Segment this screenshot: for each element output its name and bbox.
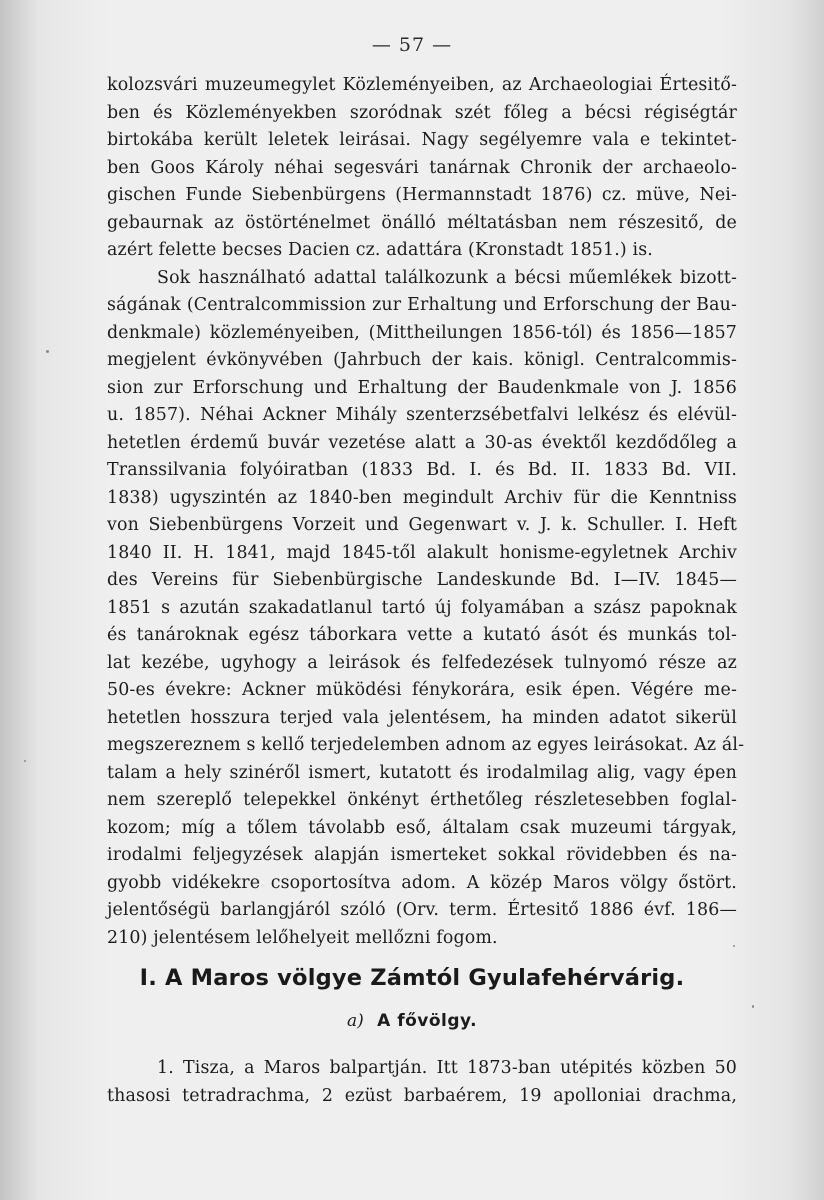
text-line: irodalmi feljegyzések alapján ismerteket sokkal rövidebben és na-	[107, 845, 737, 865]
text-line: des Vereins für Siebenbürgische Landeskunde Bd. I—IV. 1845—	[107, 570, 737, 590]
text-line: 1851 s azután szakadatlanul tartó új folyamában a szász papoknak	[107, 597, 737, 618]
entry-paragraph	[107, 1055, 737, 1110]
text-line: ben és Közleményekben szoródnak szét főleg a bécsi régiségtár	[107, 102, 737, 123]
text-line: gyobb vidékekre csoportosítva adom. A közép Maros völgy őstört.	[107, 872, 737, 893]
scan-speck	[733, 945, 735, 947]
text-line: 50-es évekre: Ackner müködési fénykorára, esik épen. Végére me-	[107, 680, 737, 700]
scan-speck	[752, 1005, 754, 1008]
text-line: és tanároknak egész táborkara vette a kutató ásót és munkás tol-	[107, 625, 737, 645]
subsection-title: A fővölgy.	[377, 1011, 478, 1031]
page-number: — 57 —	[371, 34, 453, 56]
text-line: ságának (Centralcommission zur Erhaltung und Erforschung der Bau-	[107, 295, 737, 315]
text-line: lat kezébe, ugyhogy a leirások és felfedezések tulnyomó része az	[107, 652, 737, 673]
text-line: thasosi tetradrachma, 2 ezüst barbaérem, 19 apolloniai drachma,	[107, 1085, 737, 1106]
text-line: nem szereplő telepekkel önkényt érthetőleg részletesebben foglal-	[107, 790, 737, 810]
text-line: Transsilvania folyóiratban (1833 Bd. I. és Bd. II. 1833 Bd. VII.	[107, 460, 737, 480]
text-line: kolozsvári muzeumegylet Közleményeiben, az Archaeologiai Értesitő-	[107, 75, 737, 95]
text-line: u. 1857). Néhai Ackner Mihály szenterzsébetfalvi lelkész és elévül-	[107, 405, 737, 425]
subsection-heading	[0, 1011, 824, 1031]
text-line: jelentőségü barlangjáról szóló (Orv. term. Értesitő 1886 évf. 186—	[107, 900, 737, 920]
scan-speck	[24, 760, 26, 762]
text-line: gebaurnak az östörténelmet önálló méltatásban nem részesitő, de	[107, 212, 737, 233]
text-line: 1. Tisza, a Maros balpartján. Itt 1873-ban utépités közben 50	[157, 1058, 737, 1078]
scan-speck	[46, 350, 49, 353]
text-line: kozom; míg a tőlem távolabb eső, általam csak muzeumi tárgyak,	[107, 817, 737, 838]
paragraph-1	[107, 72, 737, 265]
text-line: 1840 II. H. 1841, majd 1845-től alakult honisme-egyletnek Archiv	[107, 542, 737, 563]
text-line: 210) jelentésem lelőhelyeit mellőzni fogom.	[107, 927, 498, 948]
text-line: 1838) ugyszintén az 1840-ben megindult Archiv für die Kenntniss	[107, 487, 737, 508]
text-line: birtokába került leletek leirásai. Nagy segélyemre vala e tekintet-	[107, 130, 737, 150]
text-line: ben Goos Károly néhai segesvári tanárnak Chronik der archaeolo-	[107, 157, 737, 178]
subsection-marker: a)	[346, 1011, 364, 1031]
text-line: hetetlen hosszura terjed vala jelentésem, ha minden adatot sikerül	[107, 707, 737, 728]
paragraph-2	[107, 265, 745, 953]
text-line: hetetlen érdemű buvár vezetése alatt a 30-as évektől kezdődőleg a	[107, 432, 737, 453]
text-line: talam a hely szinéről ismert, kutatott és irodalmilag alig, vagy épen	[107, 762, 737, 783]
text-line: megszereznem s kellő terjedelemben adnom az egyes leirásokat. Az ál-	[107, 735, 745, 755]
text-line: denkmale) közleményeiben, (Mittheilungen 1856-tól) és 1856—1857	[107, 322, 737, 343]
text-line: megjelent évkönyvében (Jahrbuch der kais. königl. Centralcommis-	[107, 350, 737, 370]
text-line: azért felette becses Dacien cz. adattára (Kronstadt 1851.) is.	[107, 240, 653, 260]
text-line: Sok használható adattal találkozunk a bécsi műemlékek bizott-	[157, 267, 737, 288]
section-heading: I. A Maros völgye Zámtól Gyulafehérvárig.	[139, 965, 685, 991]
text-line: von Siebenbürgens Vorzeit und Gegenwart v. J. k. Schuller. I. Heft	[107, 515, 737, 535]
text-line: gischen Funde Siebenbürgens (Hermannstadt 1876) cz. müve, Nei-	[107, 185, 737, 205]
text-line: sion zur Erforschung und Erhaltung der Baudenkmale von J. 1856	[107, 377, 737, 398]
